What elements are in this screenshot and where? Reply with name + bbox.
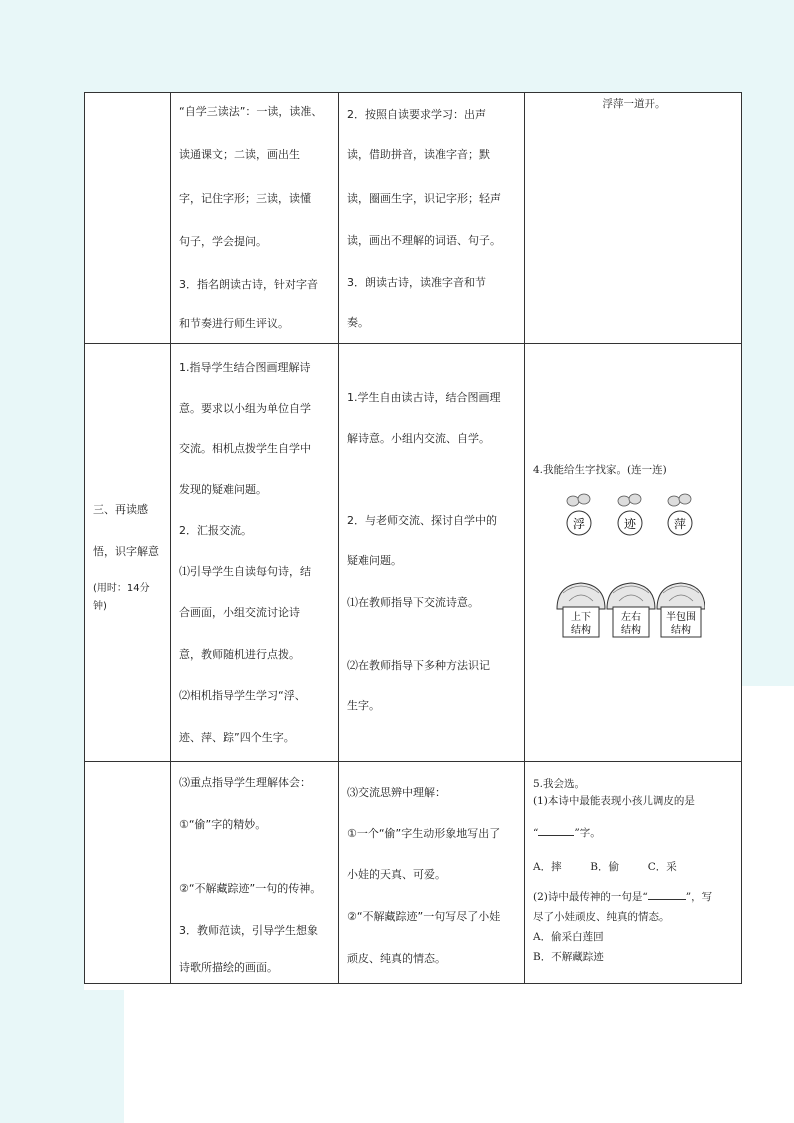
answer-blank[interactable] xyxy=(648,889,686,900)
option-a[interactable]: A．偷采白莲回 xyxy=(533,931,604,943)
text-line: 3．教师范读，引导学生想象 xyxy=(179,924,318,937)
text-line: ⑵相机指导学生学习“浮、 xyxy=(179,689,306,702)
flower-char-1[interactable] xyxy=(567,494,591,535)
stage-title-line: 三、再读感 xyxy=(93,503,148,516)
text-line: 诗歌所描绘的画面。 xyxy=(179,961,278,974)
exercise-cell xyxy=(525,762,742,984)
option-a[interactable]: A．摔 xyxy=(533,861,562,873)
text-line: 读通课文；二读，画出生 xyxy=(179,148,300,161)
text-line: ⑶交流思辨中理解： xyxy=(347,786,446,799)
stage-title-line: 悟，识字解意 xyxy=(93,545,159,558)
text-line: 2．与老师交流、探讨自学中的 xyxy=(347,514,497,527)
text-line: ⑴在教师指导下交流诗意。 xyxy=(347,596,479,609)
text-line: “自学三读法”：一读，读准、 xyxy=(179,105,323,118)
text-line: 和节奏进行师生评议。 xyxy=(179,317,289,330)
house-semi-enclosed[interactable] xyxy=(657,583,705,637)
exercise-cell xyxy=(525,93,742,344)
text-line: 意。要求以小组为单位自学 xyxy=(179,402,311,415)
house-label: 上下 xyxy=(571,612,591,623)
text-line: 迹、萍、踪”四个生字。 xyxy=(179,731,295,744)
question-1: (1)本诗中最能表现小孩儿调皮的是 xyxy=(533,795,695,807)
text-line: ②“不解藏踪迹”一句的传神。 xyxy=(179,882,322,895)
char-label: 迹 xyxy=(623,517,637,531)
option-b[interactable]: B．偷 xyxy=(590,861,619,873)
text-line: 2．按照自读要求学习：出声 xyxy=(347,108,486,121)
stage-time: 钟) xyxy=(93,601,107,612)
text-line: 读，圈画生字，识记字形；轻声 xyxy=(347,192,501,205)
question-2-text: (2)诗中最传神的一句是“ xyxy=(533,891,648,903)
text-line: ⑶重点指导学生理解体会： xyxy=(179,776,311,789)
text-line: ②“不解藏踪迹”一句写尽了小娃 xyxy=(347,910,501,923)
student-activity-cell xyxy=(339,93,525,344)
text-line: ⑵在教师指导下多种方法识记 xyxy=(347,659,490,672)
house-label: 左右 xyxy=(621,612,641,623)
text-line: 3．朗读古诗，读准字音和节 xyxy=(347,276,486,289)
answer-blank[interactable] xyxy=(538,825,574,836)
page-background-left-bottom xyxy=(84,990,124,1123)
page-background-top xyxy=(0,0,794,92)
text-line: 生字。 xyxy=(347,699,380,712)
text-line: 读，画出不理解的词语、句子。 xyxy=(347,234,501,247)
page-background-right-tab xyxy=(741,600,794,686)
house-label: 结构 xyxy=(621,625,641,636)
question-2-line: 尽了小娃顽皮、纯真的情态。 xyxy=(533,911,670,923)
character-house-matching-figure xyxy=(555,489,705,652)
text-line: ①“偷”字的精妙。 xyxy=(179,818,267,831)
stage-cell xyxy=(85,93,171,344)
text-line: 奏。 xyxy=(347,316,369,329)
question-2-line xyxy=(533,888,735,906)
text-line: 合画面，小组交流讨论诗 xyxy=(179,606,300,619)
text-line: 字，记住字形；三读，读懂 xyxy=(179,192,311,205)
house-label: 半包围 xyxy=(666,612,696,623)
question-2-text: ”，写 xyxy=(685,891,713,903)
leaf-icon xyxy=(567,494,590,506)
exercise-title: 4.我能给生字找家。(连一连) xyxy=(533,464,667,476)
quote-close: ”字。 xyxy=(574,827,601,839)
exercise-cell xyxy=(525,344,742,762)
text-line: 1.学生自由读古诗，结合图画理 xyxy=(347,391,501,404)
char-label: 浮 xyxy=(572,517,586,531)
text-line: 发现的疑难问题。 xyxy=(179,483,267,496)
leaf-icon xyxy=(618,494,641,506)
text-line: 疑难问题。 xyxy=(347,554,402,567)
lesson-plan-table xyxy=(84,92,742,984)
house-top-bottom[interactable] xyxy=(557,583,605,637)
text-line: 读，借助拼音，读准字音；默 xyxy=(347,148,490,161)
text-line: 顽皮、纯真的情态。 xyxy=(347,952,446,965)
stage-cell xyxy=(85,344,171,762)
teacher-activity-cell xyxy=(171,344,339,762)
text-line: 交流。相机点拨学生自学中 xyxy=(179,442,311,455)
text-line: 小娃的天真、可爱。 xyxy=(347,868,446,881)
student-activity-cell xyxy=(339,762,525,984)
text-line: ⑴引导学生自读每句诗，结 xyxy=(179,565,311,578)
stage-cell xyxy=(85,762,171,984)
table-row xyxy=(85,344,742,762)
option-b[interactable]: B．不解藏踪迹 xyxy=(533,951,604,963)
student-activity-cell xyxy=(339,344,525,762)
teacher-activity-cell xyxy=(171,762,339,984)
text-line: 意，教师随机进行点拨。 xyxy=(179,648,300,661)
option-c[interactable]: C．采 xyxy=(647,861,677,873)
quote-open: “ xyxy=(533,827,539,839)
house-label: 结构 xyxy=(571,625,591,636)
question-1-blank-line xyxy=(533,824,735,842)
leaf-icon xyxy=(668,494,691,506)
page-background-left xyxy=(0,92,84,1123)
text-line: 2．汇报交流。 xyxy=(179,524,252,537)
text-line: ①一个“偷”字生动形象地写出了 xyxy=(347,827,501,840)
stage-time: (用时：14分 xyxy=(93,583,150,594)
char-label: 萍 xyxy=(673,517,687,531)
house-label: 结构 xyxy=(671,625,691,636)
exercise-text: 浮萍一道开。 xyxy=(602,98,666,110)
flower-char-2[interactable] xyxy=(618,494,642,535)
table-row xyxy=(85,93,742,344)
table-row xyxy=(85,762,742,984)
exercise-title: 5.我会选。 xyxy=(533,778,586,790)
flower-char-3[interactable] xyxy=(668,494,692,535)
page-background-right xyxy=(741,92,794,600)
text-line: 1.指导学生结合图画理解诗 xyxy=(179,361,311,374)
text-line: 3．指名朗读古诗，针对字音 xyxy=(179,278,318,291)
house-left-right[interactable] xyxy=(607,583,655,637)
text-line: 句子，学会提问。 xyxy=(179,235,267,248)
text-line: 解诗意。小组内交流、自学。 xyxy=(347,432,490,445)
question-1-options xyxy=(533,858,735,876)
teacher-activity-cell xyxy=(171,93,339,344)
